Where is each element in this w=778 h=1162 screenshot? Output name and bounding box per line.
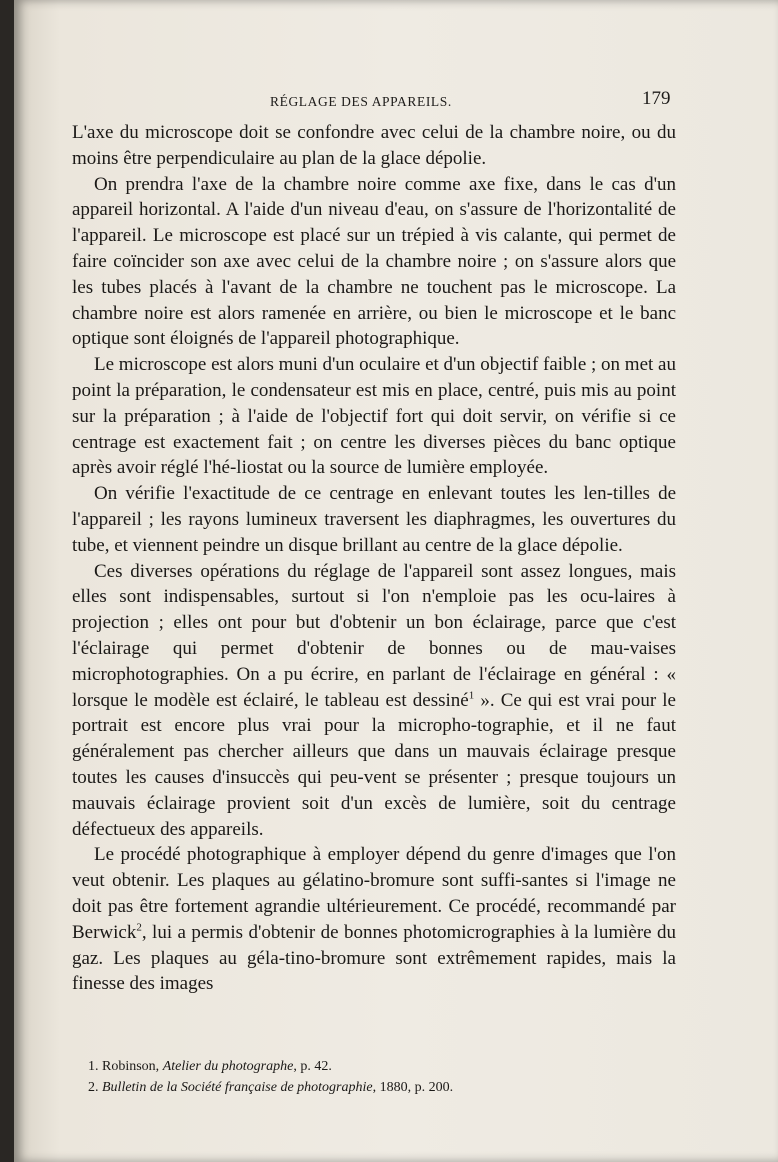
book-page (14, 0, 778, 1162)
paragraph: Ces diverses opérations du réglage de l'appareil sont assez longues, mais elles sont indispensables, surtout si l'on n'emploie pas les ocu-laires à projection ; elles ont pour but d'obtenir un bon éclairage, parce que c'est l'éclairage qui permet d'obtenir de bonnes ou de mau-vaises microphotographies. On a pu écrire, en parlant de l'éclairage en général : « lorsque le modèle est éclairé, le tableau est dessiné$^1$ ». Ce qui est vrai pour le portrait est encore plus vrai pour la micropho-tographie, et il ne faut généralement pas chercher ailleurs que dans un mauvais éclairage presque toutes les causes d'insuccès qui peu-vent se présenter ; presque toujours un mauvais éclairage provient soit d'un excès de lumière, soit du centrage défectueux des appareils. (72, 560, 676, 840)
footnote: 2. Bulletin de la Société française de photographie, 1880, p. 200. (88, 1080, 454, 1095)
footnote-reference: 2 (136, 921, 142, 934)
paragraph: Le procédé photographique à employer dépend du genre d'images que l'on veut obtenir. Les plaques au gélatino-bromure sont suffi-santes si l'image ne doit pas être fortement agrandie ultérieurement. Ce procédé, recommandé par Berwick$^2$, lui a permis d'obtenir de bonnes photomicrographies à la lumière du gaz. Les plaques au géla-tino-bromure sont extrêmement rapides, mais la finesse des images (72, 844, 676, 995)
paragraph: Le microscope est alors muni d'un oculaire et d'un objectif faible ; on met au point la préparation, le condensateur est mis en place, centré, puis mis au point sur la préparation ; à l'aide de l'objectif fort qui doit servir, on vérifie si ce centrage est exactement fait ; on centre les diverses pièces du banc optique après avoir réglé l'hé-liostat ou la source de lumière employée. (72, 354, 676, 479)
footnotes (88, 1056, 678, 1098)
paragraph: On vérifie l'exactitude de ce centrage en enlevant toutes les len-tilles de l'appareil ; les rayons lumineux traversent les diaphragmes, les ouvertures du tube, et viennent peindre un disque brillant au centre de la glace dépolie. (72, 483, 676, 556)
page-number: 179 (642, 88, 671, 109)
paragraph: On prendra l'axe de la chambre noire comme axe fixe, dans le cas d'un appareil horizontal. A l'aide d'un niveau d'eau, on s'assure de l'horizontalité de l'appareil. Le microscope est placé sur un trépied à vis calante, qui permet de faire coïncider son axe avec celui de la chambre noire ; on s'assure alors que les tubes placés à l'avant de la chambre ne touchent pas le microscope. La chambre noire est alors ramenée en arrière, ou bien le microscope et le banc optique sont éloignés de l'appareil photographique. (72, 173, 676, 350)
paragraph: L'axe du microscope doit se confondre avec celui de la chambre noire, ou du moins être perpendiculaire au plan de la glace dépolie. (72, 122, 676, 169)
page-header (14, 88, 778, 118)
footnote-reference: 1 (468, 689, 475, 702)
footnote-title: Bulletin de la Société française de photographie (102, 1080, 373, 1095)
footnote-title: Atelier du photographe (162, 1059, 294, 1074)
body-text (72, 120, 676, 997)
running-head: RÉGLAGE DES APPAREILS. (270, 94, 452, 109)
footnote: 1. Robinson, Atelier du photographe, p. 42. (88, 1059, 332, 1074)
